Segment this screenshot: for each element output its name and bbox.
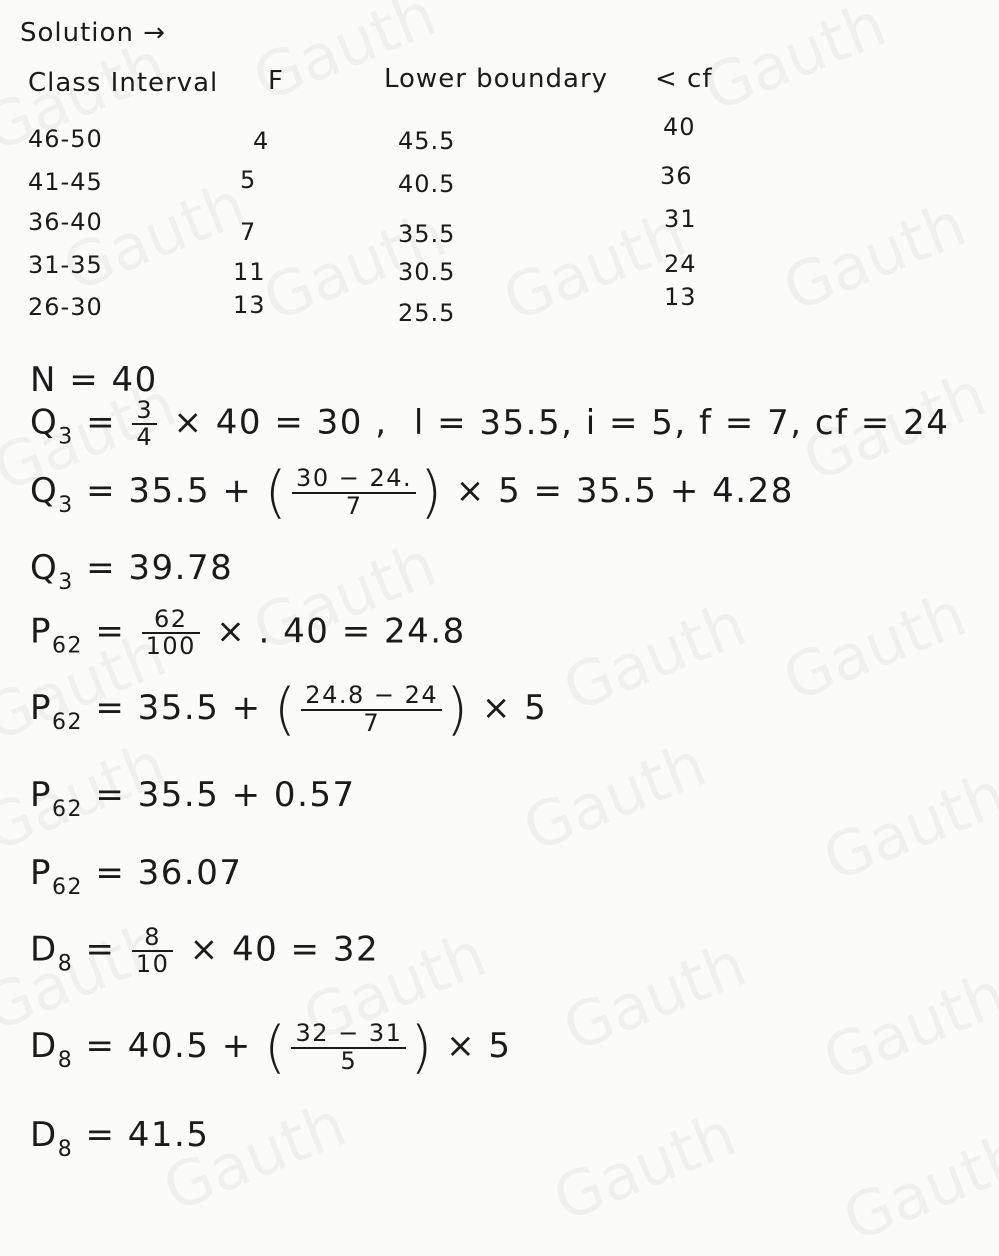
q3-line-1 [30,398,949,450]
header-frequency: F [268,66,284,96]
q3-formula-tail: × 5 = 35.5 + 4.28 [455,471,794,511]
table-cell: 26-30 [28,293,103,321]
fraction-numerator: 8 [132,925,174,952]
p62-symbol: P [30,775,53,815]
table-cell: 4 [253,127,270,155]
watermark-text [833,1117,999,1255]
d8-subscript: 8 [57,951,74,977]
table-cell: 25.5 [398,299,456,327]
watermark-text [773,187,976,325]
p62-symbol: P [30,688,53,728]
q3-line-3 [30,548,233,595]
p62-subscript: 62 [52,797,84,822]
q3-subscript: 3 [58,570,74,595]
p62-subscript: 62 [52,633,84,659]
d8-symbol: D [30,929,58,970]
watermark-text [813,957,999,1095]
q3-result: × 40 = 30 , [173,402,388,443]
fraction-denominator: 100 [145,632,196,661]
page-title: Solution → [20,18,166,48]
table-cell: 24 [664,250,697,278]
p62-sum: = 35.5 + 0.57 [95,775,356,815]
watermark-text [773,577,976,715]
fraction-denominator: 5 [340,1046,358,1075]
q3-symbol: Q [30,402,59,443]
p62-line-4 [30,853,242,900]
fraction-numerator: 62 [142,607,200,634]
header-lower-boundary: Lower boundary [384,64,609,94]
table-cell: 7 [240,218,257,246]
fraction-denominator: 7 [345,491,363,520]
table-cell: 40 [663,113,696,141]
d8-answer: = 41.5 [85,1115,210,1155]
p62-formula-tail: × 5 [481,688,548,728]
p62-fraction [142,607,200,659]
d8-symbol: D [30,1115,58,1155]
q3-equals: = [86,402,117,443]
p62-equals: = [95,611,126,652]
fraction-denominator: 7 [363,708,381,737]
q3-subscript: 3 [58,424,74,450]
table-cell: 5 [240,166,257,194]
d8-line-3 [30,1115,210,1162]
watermark-text [543,1097,746,1235]
q3-symbol: Q [30,471,59,511]
q3-parameters: l = 35.5, i = 5, f = 7, cf = 24 [413,402,950,443]
table-cell: 45.5 [398,127,456,155]
d8-equals: = [85,929,116,970]
table-cell: 36 [660,162,693,190]
table-cell: 40.5 [398,170,456,198]
p62-formula-head: = 35.5 + [95,688,262,728]
fraction-numerator: 30 − 24. [292,466,416,493]
table-cell: 36-40 [28,208,103,236]
table-cell: 46-50 [28,125,103,153]
d8-result: × 40 = 32 [189,929,380,970]
q3-answer: = 39.78 [86,548,234,588]
table-cell: 31 [664,205,697,233]
p62-subscript: 62 [52,875,84,900]
p62-subscript: 62 [52,710,84,735]
fraction-numerator: 24.8 − 24 [301,683,442,710]
q3-formula-head: = 35.5 + [86,471,253,511]
watermark-text [813,757,999,895]
table-cell: 31-35 [28,251,103,279]
fraction-numerator: 3 [132,398,157,425]
watermark-text [243,0,446,116]
d8-symbol: D [30,1026,58,1066]
fraction-numerator: 32 − 31 [291,1021,406,1048]
p62-line-1 [30,607,466,659]
table-cell: 41-45 [28,168,103,196]
watermark-text [553,587,756,725]
d8-formula-head: = 40.5 + [85,1026,252,1066]
d8-fraction [132,925,174,977]
q3-formula-fraction [292,466,416,518]
d8-subscript: 8 [57,1137,74,1162]
p62-answer: = 36.07 [95,853,243,893]
fraction-denominator: 10 [135,950,170,979]
p62-formula-fraction [301,683,442,735]
d8-line-1 [30,925,379,977]
d8-formula-tail: × 5 [446,1026,512,1066]
table-cell: 11 [233,258,266,286]
watermark-text [513,727,716,865]
d8-formula-fraction [291,1021,406,1073]
q3-line-2: $Q_3 = 35.5$ + ( $\frac{30 - 24.}{7}$ ) × 5 = 35.5 + 4.28 [30,460,794,525]
q3-symbol: Q [30,548,59,588]
d8-line-2: $D_8 = 40.5$ + ( $\frac{32 - 31}{5}$ ) × 5 [30,1015,512,1080]
watermark-text [553,927,756,1065]
fraction-denominator: 4 [136,423,154,452]
header-class-interval: Class Interval [28,68,219,98]
p62-line-2: $P_{62} = 35.5$ + ( $\frac{24.8 - 24}{7}$ ) × 5 [30,677,548,742]
table-cell: 35.5 [398,220,456,248]
p62-line-3 [30,775,356,822]
watermark-text [693,0,896,126]
table-cell: 13 [233,291,266,319]
table-cell: 30.5 [398,258,456,286]
n-total: N = 40 [30,360,158,400]
p62-result: × . 40 = 24.8 [216,611,466,652]
p62-symbol: P [30,611,53,652]
d8-subscript: 8 [57,1048,74,1073]
q3-subscript: 3 [58,493,74,518]
header-cumulative-frequency: < cf [655,64,713,94]
q3-fraction [132,398,157,450]
p62-symbol: P [30,853,53,893]
table-cell: 13 [664,283,697,311]
